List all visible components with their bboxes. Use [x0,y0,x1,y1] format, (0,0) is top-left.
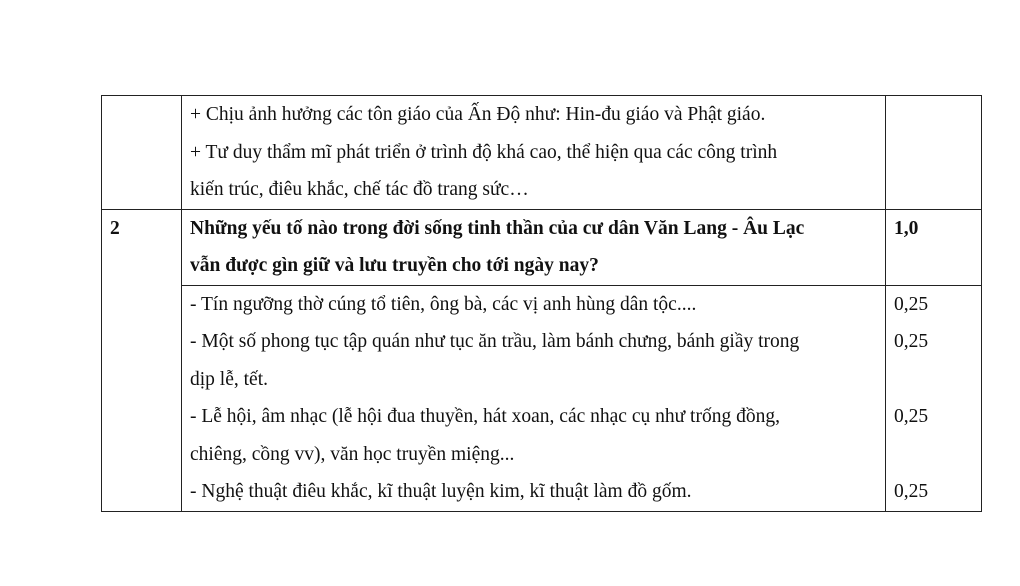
cell-answer-scores [886,285,982,511]
answer-score: 0,25 [894,293,929,315]
answer-line: - Nghệ thuật điêu khắc, kĩ thuật luyện kim, kĩ thuật làm đồ gốm. [190,481,692,502]
question-total-score: 1,0 [886,209,982,285]
question-line: vẫn được gìn giữ và lưu truyền cho tới ngày nay? [190,255,599,276]
answer-score-spacer [894,361,973,399]
table-row-continuation [102,96,982,210]
cell-continuation-text [182,96,886,210]
answer-score-spacer [894,436,973,474]
answer-line: chiêng, cồng vv), văn học truyền miệng... [190,443,515,465]
answer-table [101,95,982,512]
question-text [182,209,886,285]
table-row-question [102,209,982,285]
answer-line: - Tín ngưỡng thờ cúng tổ tiên, ông bà, các vị anh hùng dân tộc.... [190,293,697,315]
answer-line: - Lễ hội, âm nhạc (lễ hội đua thuyền, hát xoan, các nhạc cụ như trống đồng, [190,406,780,427]
text-line: + Chịu ảnh hưởng các tôn giáo của Ấn Độ như: Hin-đu giáo và Phật giáo. [190,104,766,125]
text-line: + Tư duy thẩm mĩ phát triển ở trình độ khá cao, thể hiện qua các công trình [190,141,778,163]
table-row-answers [102,285,982,511]
answer-score: 0,25 [894,481,929,502]
question-line: Những yếu tố nào trong đời sống tinh thần của cư dân Văn Lang - Âu Lạc [190,217,805,239]
answer-line: - Một số phong tục tập quán như tục ăn trầu, làm bánh chưng, bánh giầy trong [190,331,800,352]
cell-score-empty [886,96,982,210]
answer-score: 0,25 [894,406,929,427]
question-number: 2 [102,209,182,511]
cell-answers [182,285,886,511]
answer-line: dịp lễ, tết. [190,368,268,390]
text-line: kiến trúc, điêu khắc, chế tác đồ trang sức… [190,179,529,200]
cell-number-empty [102,96,182,210]
answer-score: 0,25 [894,331,929,352]
